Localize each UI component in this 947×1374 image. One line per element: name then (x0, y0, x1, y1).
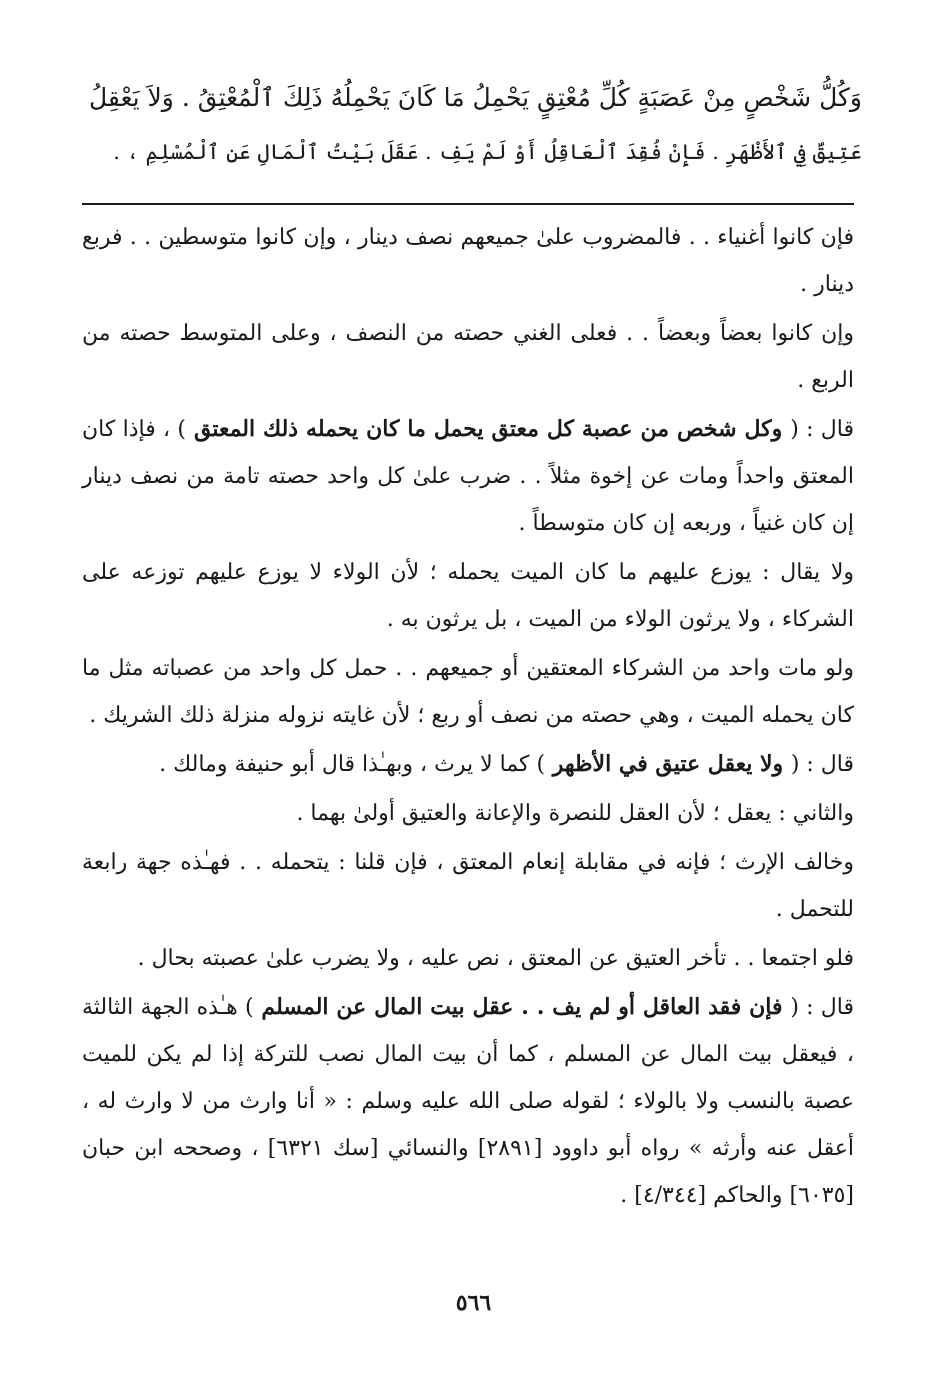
quote-intro: قال : ( (790, 417, 855, 442)
commentary-text (82, 214, 854, 1221)
page-number: ٥٦٦ (455, 1290, 492, 1316)
commentary-paragraph-7: والثاني : يعقل ؛ لأن العقل للنصرة والإعانة والعتيق أولىٰ بهما . (296, 801, 854, 826)
matn-quote: فإن فقد العاقل أو لم يف . . عقل بيت المال عن المسلم (253, 994, 791, 1020)
commentary-paragraph-8: وخالف الإرث ؛ فإنه في مقابلة إنعام المعتق ، فإن قلنا : يتحمله . . فهـٰذه جهة رابعة للتحمل . (82, 850, 854, 922)
matn-line-2: عَتِيقٌ فِي ٱلأَظْهَرِ . فَإِنْ فُقِدَ ٱلْعَاقِلُ أَوْ لَمْ يَفِ . عَقَلَ بَيْتُ ٱلْمَالِ عَنِ ٱلْمُسْلِمِ ، . (113, 140, 862, 164)
commentary-paragraph-2: وإن كانوا بعضاً وبعضاً . . فعلى الغني حصته من النصف ، وعلى المتوسط حصته من الربع . (82, 321, 854, 393)
commentary-paragraph-1: فإن كانوا أغنياء . . فالمضروب علىٰ جميعهم نصف دينار ، وإن كانوا متوسطين . . فربع دينار . (82, 225, 854, 297)
quote-continuation: ) كما لا يرث ، وبهـٰذا قال أبو حنيفة ومالك . (159, 752, 546, 777)
commentary-paragraph-5: ولو مات واحد من الشركاء المعتقين أو جميعهم . . حمل كل واحد من عصباته مثل ما كان يحمله الميت ، وهي حصته من نصف أو ربع ؛ لأن غايته نزوله منزلة ذلك الشريك . (82, 656, 854, 728)
quote-continuation: ) ، فإذا كان المعتق واحداً ومات عن إخوة مثلاً . . ضرب علىٰ كل واحد حصته تامة من نصف دينار إن كان غنياً ، وربعه إن كان متوسطاً . (82, 417, 854, 536)
commentary-paragraph-9: فلو اجتمعا . . تأخر العتيق عن المعتق ، نص عليه ، ولا يضرب علىٰ عصبته بحال . (137, 946, 854, 971)
matn-quote: وكل شخص من عصبة كل معتق يحمل ما كان يحمله ذلك المعتق (186, 416, 791, 442)
commentary-paragraph-6 (82, 741, 854, 788)
commentary-paragraph-10 (82, 984, 854, 1219)
quote-intro: قال : ( (790, 752, 854, 777)
commentary-paragraph-3 (82, 406, 854, 547)
separator-rule (82, 203, 854, 205)
matn-line-1: وَكُلُّ شَخْصٍ مِنْ عَصَبَةٍ كُلِّ مُعْتِقٍ يَحْمِلُ مَا كَانَ يَحْمِلُهُ ذَلِكَ ٱلْمُعْتِقُ . وَلاَ يَعْقِلُ (89, 83, 862, 112)
matn-quote: ولا يعقل عتيق في الأظهر (545, 751, 791, 777)
matn-text (82, 70, 862, 180)
quote-intro: قال : ( (790, 995, 854, 1020)
commentary-paragraph-4: ولا يقال : يوزع عليهم ما كان الميت يحمله ؛ لأن الولاء لا يوزع عليهم توزعه على الشركاء ، ولا يرثون الولاء من الميت ، بل يرثون به . (82, 560, 854, 632)
quote-continuation: ) هـٰذه الجهة الثالثة ، فيعقل بيت المال عن المسلم ، كما أن بيت المال نصب للتركة إذا لم يكن للميت عصبة بالنسب ولا بالولاء ؛ لقوله صلى الله عليه وسلم : « أنا وارث من لا وارث له ، أعقل عنه وأرثه » رواه أبو داوود [٢٨٩١] والنسائي [سك ٦٣٢١] ، وصححه ابن حبان [٦٠٣٥] والحاكم [٤/٣٤٤] . (82, 995, 854, 1208)
